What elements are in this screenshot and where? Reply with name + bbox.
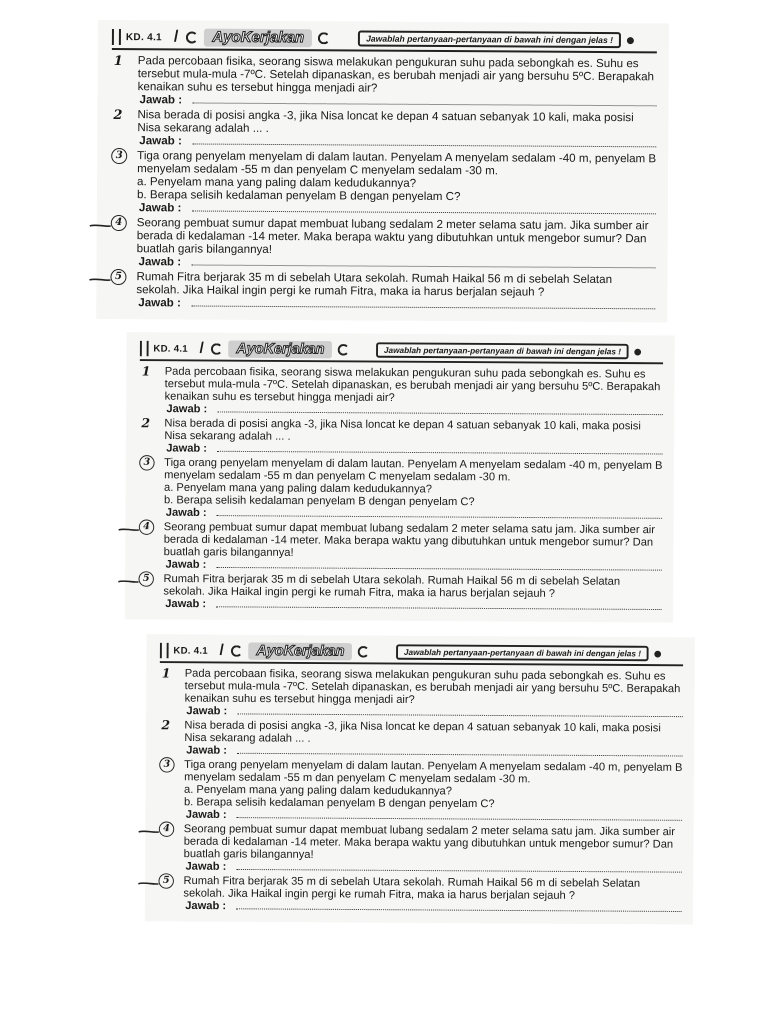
answer-blank — [191, 296, 656, 309]
answer-blank — [236, 860, 682, 872]
ring-icon — [318, 32, 330, 44]
handwritten-arrow-icon — [137, 879, 166, 889]
question-number: 1 — [161, 666, 171, 682]
question-item — [160, 667, 683, 720]
question-item — [159, 758, 683, 824]
answer-line — [164, 442, 662, 458]
ring-icon — [338, 344, 350, 356]
question-item — [158, 874, 681, 915]
question-text: Seorang pembuat sumur dapat membuat lubang sedalam 2 meter selama satu jam. Jika sumber air berada di kedalaman -14 meter. Maka berapa waktu yang dibutuhkan untuk mengebor sumur? Dan buatlah garis bilangannya! — [163, 520, 656, 559]
question-number: 3 — [111, 148, 127, 164]
answer-label: Jawab : — [138, 296, 181, 310]
question-list — [110, 54, 657, 312]
question-number: 2 — [113, 108, 123, 124]
sub-question: a. Penyelam mana yang paling dalam kedudukannya? — [137, 175, 417, 190]
answer-line — [137, 255, 656, 271]
answer-label: Jawab : — [165, 506, 207, 519]
question-text: Seorang pembuat sumur dapat membuat lubang sedalam 2 meter selama satu jam. Jika sumber air berada di kedalaman -14 meter. Maka berapa waktu yang dibutuhkan untuk mengebor sumur? Dan buatlah garis bilangannya! — [136, 216, 649, 256]
answer-label: Jawab : — [186, 704, 228, 718]
question-text: Tiga orang penyelam menyelam di dalam lautan. Penyelam A menyelam sedalam -40 m, penyelam B menyelam sedalam -55 m dan penyelam C menyelam sedalam -30 m. — [164, 456, 663, 484]
question-item — [111, 216, 656, 271]
instruction-box: Jawablah pertanyaan-pertanyaan di bawah ini dengan jelas ! — [376, 342, 628, 359]
worksheet-copy-1 — [110, 26, 657, 314]
question-item — [112, 54, 657, 109]
ring-icon — [358, 646, 370, 658]
answer-blank — [191, 201, 656, 214]
answer-line — [184, 808, 682, 824]
answer-label: Jawab : — [138, 255, 182, 269]
question-text: Tiga orang penyelam menyelam di dalam lautan. Penyelam A menyelam sedalam -40 m, penyelam B menyelam sedalam -55 m dan penyelam C menyelam sedalam -30 m. — [137, 149, 657, 178]
answer-blank — [216, 558, 662, 570]
kd-label: KD. 4.1 — [160, 641, 218, 661]
worksheet-header: KD. 4.1 / AyoKerjakan Jawablah pertanyaan-pertanyaan di bawah ini dengan jelas ! — [112, 26, 657, 53]
question-number: 3 — [159, 757, 174, 772]
answer-label: Jawab : — [166, 402, 208, 416]
sub-question: a. Penyelam mana yang paling dalam kedudukannya? — [164, 481, 433, 496]
question-text: Pada percobaan fisika, seorang siswa melakukan pengukuran suhu pada sebongkah es. Suhu es tersebut mula-mula -7ºC. Setelah dipanaskan, es berubah menjadi air yang bersuhu 5ºC. Berapakah kenaikan suhu es tersebut hingga menjadi air? — [164, 365, 661, 404]
question-number: 4 — [139, 519, 154, 534]
question-text: Nisa berada di posisi angka -3, jika Nisa loncat ke depan 4 satuan sebanyak 10 kali, maka posisi Nisa sekarang adalah ... . — [184, 718, 661, 745]
answer-line — [137, 201, 656, 217]
sub-question: b. Berapa selisih kedalaman penyelam B dengan penyelam C? — [163, 493, 475, 509]
question-number: 4 — [159, 821, 174, 836]
answer-label: Jawab : — [139, 93, 183, 107]
worksheet-header: KD. 4.1 / AyoKerjakan Jawablah pertanyaan-pertanyaan di bawah ini dengan jelas ! — [140, 338, 663, 364]
question-item — [159, 719, 682, 760]
question-text: Tiga orang penyelam menyelam di dalam lautan. Penyelam A menyelam sedalam -40 m, penyelam B menyelam sedalam -55 m dan penyelam C menyelam sedalam -30 m. — [184, 758, 683, 786]
handwritten-arrow-icon — [88, 275, 118, 285]
question-number: 5 — [158, 873, 173, 888]
answer-label: Jawab : — [138, 201, 182, 215]
answer-label: Jawab : — [186, 743, 228, 757]
handwritten-arrow-icon — [118, 525, 147, 535]
sub-question: a. Penyelam mana yang paling dalam kedudukannya? — [184, 783, 453, 798]
answer-label: Jawab : — [185, 808, 227, 821]
question-number: 3 — [139, 455, 154, 470]
question-item — [139, 520, 662, 573]
answer-label: Jawab : — [185, 860, 227, 873]
question-text: Rumah Fitra berjarak 35 m di sebelah Utara sekolah. Rumah Haikal 56 m di sebelah Selatan sekolah. Jika Haikal ingin pergi ke rumah Fitra, maka ia harus berjalan sejauh ? — [183, 874, 641, 902]
worksheet-copy-2 — [138, 338, 663, 615]
bullet-icon — [627, 37, 634, 44]
question-number: 2 — [141, 416, 151, 432]
worksheet-header: KD. 4.1 / AyoKerjakan Jawablah pertanyaan-pertanyaan di bawah ini dengan jelas ! — [160, 640, 683, 666]
question-item — [110, 270, 655, 312]
question-number: 5 — [110, 269, 126, 285]
question-item — [159, 822, 682, 875]
instruction-box: Jawablah pertanyaan-pertanyaan di bawah ini dengan jelas ! — [358, 31, 621, 49]
question-item — [138, 572, 661, 613]
answer-label: Jawab : — [166, 441, 208, 455]
sub-question: b. Berapa selisih kedalaman penyelam B dengan penyelam C? — [136, 188, 461, 204]
kd-label: KD. 4.1 — [112, 27, 172, 47]
answer-line — [138, 93, 657, 109]
answer-line — [164, 558, 662, 574]
question-item — [140, 365, 663, 418]
answer-blank — [237, 744, 683, 756]
bullet-icon — [654, 650, 661, 657]
question-text: Rumah Fitra berjarak 35 m di sebelah Utara sekolah. Rumah Haikal 56 m di sebelah Selatan sekolah. Jika Haikal ingin pergi ke rumah Fitra, maka ia harus berjalan sejauh ? — [163, 572, 621, 600]
handwritten-arrow-icon — [117, 577, 146, 587]
answer-label: Jawab : — [185, 899, 227, 913]
question-text: Nisa berada di posisi angka -3, jika Nisa loncat ke depan 4 satuan sebanyak 10 kali, maka posisi Nisa sekarang adalah ... . — [164, 416, 641, 443]
answer-line — [164, 402, 662, 418]
question-number: 5 — [138, 571, 153, 586]
question-text: Rumah Fitra berjarak 35 m di sebelah Utara sekolah. Rumah Haikal 56 m di sebelah Selatan sekolah. Jika Haikal ingin pergi ke rumah Fitra, maka ia harus berjalan sejauh ? — [136, 270, 613, 299]
ayo-kerjakan-banner: AyoKerjakan — [249, 642, 353, 660]
answer-label: Jawab : — [139, 134, 182, 148]
answer-blank — [192, 93, 657, 106]
question-number: 1 — [113, 54, 123, 70]
instruction-box: Jawablah pertanyaan-pertanyaan di bawah ini dengan jelas ! — [396, 644, 648, 661]
question-text: Pada percobaan fisika, seorang siswa melakukan pengukuran suhu pada sebongkah es. Suhu es tersebut mula-mula -7ºC. Setelah dipanaskan, es berubah menjadi air yang bersuhu 5ºC. Berapakah kenaikan suhu es tersebut hingga menjadi air? — [184, 667, 681, 706]
answer-blank — [237, 705, 683, 717]
kd-label: KD. 4.1 — [140, 339, 198, 359]
question-number: 1 — [141, 364, 151, 380]
ring-icon — [186, 31, 198, 43]
answer-label: Jawab : — [165, 558, 207, 571]
answer-line — [184, 860, 682, 876]
question-text: Seorang pembuat sumur dapat membuat lubang sedalam 2 meter selama satu jam. Jika sumber air berada di kedalaman -14 meter. Maka berapa waktu yang dibutuhkan untuk mengebor sumur? Dan buatlah garis bilangannya! — [183, 822, 676, 861]
question-item — [111, 108, 656, 150]
ayo-kerjakan-banner: AyoKerjakan — [229, 340, 333, 358]
answer-line — [164, 506, 662, 522]
answer-blank — [216, 598, 662, 610]
ring-icon — [211, 343, 223, 355]
answer-line — [184, 744, 682, 760]
answer-line — [184, 704, 682, 720]
question-list — [158, 667, 683, 915]
answer-line — [137, 134, 656, 150]
question-item — [111, 149, 656, 217]
ayo-kerjakan-banner: AyoKerjakan — [204, 29, 312, 48]
handwritten-arrow-icon — [138, 827, 167, 837]
sub-question: b. Berapa selisih kedalaman penyelam B dengan penyelam C? — [183, 795, 495, 811]
ring-icon — [231, 645, 243, 657]
answer-label: Jawab : — [165, 597, 207, 611]
question-text: Pada percobaan fisika, seorang siswa melakukan pengukuran suhu pada sebongkah es. Suhu es tersebut mula-mula -7ºC. Setelah dipanaskan, es berubah menjadi air yang bersuhu 5ºC. Berapakah kenaikan suhu es tersebut hingga menjadi air? — [137, 54, 655, 95]
question-number: 2 — [161, 718, 171, 734]
worksheet-copy-3 — [158, 640, 683, 917]
answer-blank — [217, 403, 663, 415]
answer-blank — [192, 134, 657, 147]
answer-blank — [217, 442, 663, 454]
question-list — [138, 365, 663, 613]
bullet-icon — [634, 348, 641, 355]
question-text: Nisa berada di posisi angka -3, jika Nisa loncat ke depan 4 satuan sebanyak 10 kali, maka posisi Nisa sekarang adalah ... . — [137, 108, 634, 135]
answer-blank — [236, 808, 682, 820]
answer-blank — [236, 900, 682, 912]
question-number: 4 — [111, 215, 127, 231]
handwritten-arrow-icon — [89, 221, 119, 231]
answer-blank — [191, 255, 656, 268]
question-item — [139, 456, 663, 522]
answer-blank — [216, 506, 662, 518]
question-item — [139, 417, 662, 458]
